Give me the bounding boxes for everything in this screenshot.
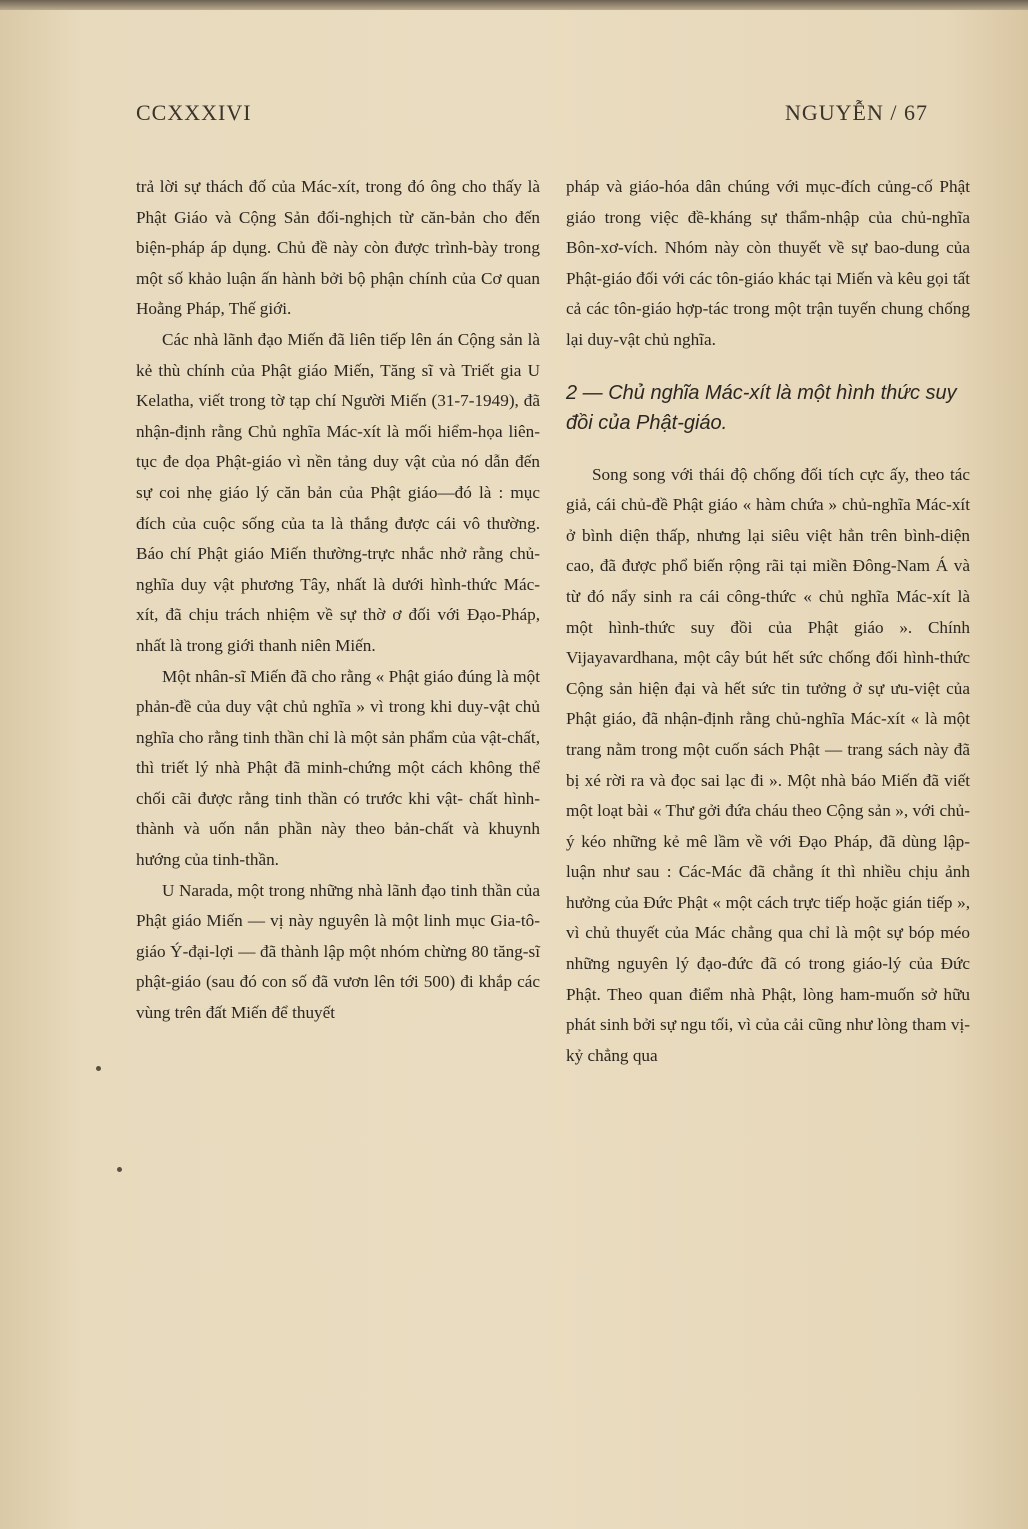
- paragraph-1: trả lời sự thách đố của Mác-xít, trong đó ông cho thấy là Phật Giáo và Cộng Sản đối-nghịch từ căn-bản cho đến biện-pháp áp dụng. Chủ đề này còn được trình-bày trong một số khảo luận ấn hành bởi bộ phận chính của Cơ quan Hoằng Pháp, Thế giới.: [136, 177, 540, 319]
- running-header-page: NGUYỄN / 67: [785, 100, 928, 125]
- paragraph-2: Các nhà lãnh đạo Miến đã liên tiếp lên án Cộng sản là kẻ thù chính của Phật giáo Miến, Tăng sĩ và Triết gia U Kelatha, viết trong tờ tạp chí Người Miến (31-7-1949), đã nhận-định rằng Chủ nghĩa Mác-xít là mối hiểm-họa liên-tục đe dọa Phật-giáo vì nền tảng duy vật của nó dẫn đến sự coi nhẹ giáo lý căn bản của Phật giáo—đó là : mục đích của cuộc sống của ta là thắng được cái vô thường. Báo chí Phật giáo Miến thường-trực nhắc nhở rằng chủ-nghĩa duy vật phương Tây, nhất là dưới hình-thức Mác-xít, đã chịu trách nhiệm về sự thờ ơ đối với Đạo-Pháp, nhất là trong giới thanh niên Miến.: [136, 329, 540, 655]
- paragraph-3: Một nhân-sĩ Miến đã cho rằng « Phật giáo đúng là một phản-đề của duy vật chủ nghĩa » vì trong khi duy-vật chủ nghĩa cho rằng tinh thần chỉ là một sản phẩm của vật-chất, thì triết lý nhà Phật đã minh-chứng một cách không thể chối cãi được rằng tinh thần có trước khi vật- chất hình-thành và uốn nắn phần này theo bản-chất và khuynh hướng của tinh-thần.: [136, 666, 540, 870]
- left-column: [136, 172, 540, 1029]
- paragraph-4: U Narada, một trong những nhà lãnh đạo tinh thần của Phật giáo Miến — vị này nguyên là một linh mục Gia-tô-giáo Ý-đại-lợi — đã thành lập một nhóm chừng 80 tăng-sĩ phật-giáo (sau đó con số đã vươn lên tới 500) đi khắp các vùng trên đất Miến để thuyết: [136, 880, 540, 1023]
- speck: [117, 1167, 122, 1172]
- paragraph-continued: pháp và giáo-hóa dân chúng với mục-đích củng-cố Phật giáo trong việc đề-kháng sự thẩm-nhập của chủ-nghĩa Bôn-xơ-vích. Nhóm này còn thuyết về sự bao-dung của Phật-giáo đối với các tôn-giáo khác tại Miến và kêu gọi tất cả các tôn-giáo hợp-tác trong một trận tuyến chung chống lại duy-vật chủ nghĩa.: [566, 177, 970, 349]
- paragraph-section-2: Song song với thái độ chống đối tích cực ấy, theo tác giả, cái chủ-đề Phật giáo « hàm chứa » chủ-nghĩa Mác-xít ở bình diện thấp, nhưng lại siêu việt hẳn trên bình-diện cao, đã được phổ biến rộng rãi tại miền Đông-Nam Á và từ đó nẩy sinh ra cái công-thức « chủ nghĩa Mác-xít là một hình-thức suy đồi của Phật giáo ». Chính Vijayavardhana, một cây bút hết sức chống đối hình-thức Cộng sản hiện đại và hết sức tin tưởng ở sự ưu-việt của Phật giáo, đã nhận-định rằng chủ-nghĩa Mác-xít « là một trang nằm trong một cuốn sách Phật — trang sách này đã bị xé rời ra và đọc sai lạc đi ». Một nhà báo Miến đã viết một loạt bài « Thư gởi đứa cháu theo Cộng sản », với chủ-ý kéo những kẻ mê lầm về với Đạo Pháp, đã dùng lập-luận như sau : Các-Mác đã chẳng ít thì nhiều chịu ảnh hưởng của Đức Phật « một cách trực tiếp hoặc gián tiếp », vì chủ thuyết của Mác chẳng qua chỉ là một sự bóp méo những nguyên lý đạo-đức đã có trong giáo-lý của Đức Phật. Theo quan điểm nhà Phật, lòng ham-muốn sở hữu phát sinh bởi sự ngu tối, vì của cải cũng như lòng tham vị-kỷ chẳng qua: [566, 464, 970, 1065]
- section-heading: 2 — Chủ nghĩa Mác-xít là một hình thức suy đồi của Phật-giáo.: [566, 381, 957, 434]
- page-top-edge: [0, 0, 1028, 10]
- speck: [96, 1066, 101, 1071]
- right-column: [566, 172, 970, 1071]
- running-header-section: CCXXXIVI: [136, 100, 252, 125]
